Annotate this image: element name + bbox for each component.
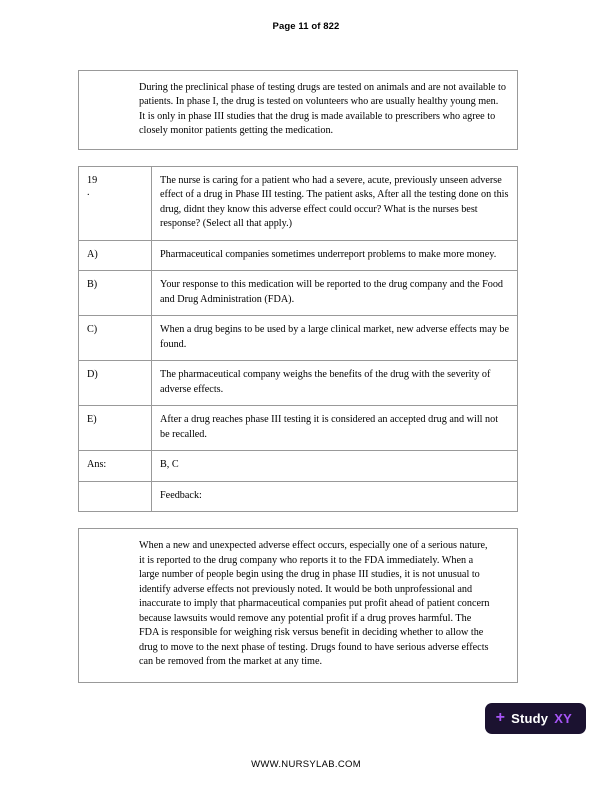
table-spacer-cell xyxy=(79,512,518,529)
option-row[interactable] xyxy=(79,271,518,316)
intro-row xyxy=(79,71,518,150)
option-letter: D) xyxy=(79,361,152,406)
question-table xyxy=(78,166,518,683)
option-row[interactable] xyxy=(79,316,518,361)
intro-text: During the preclinical phase of testing drugs are tested on animals and are not available to patients. In phase I, the drug is tested on volunteers who are usually healthy young men. It is only in phase III studies that the drug is made available to prescribers who agree to closely monitor patients getting the medication. xyxy=(79,71,518,150)
feedback-spacer xyxy=(79,481,152,511)
option-row[interactable] xyxy=(79,240,518,270)
feedback-body-row xyxy=(79,529,518,682)
option-text: Pharmaceutical companies sometimes underreport problems to make more money. xyxy=(152,240,518,270)
answer-row xyxy=(79,451,518,481)
studyxy-watermark-badge[interactable] xyxy=(485,703,586,734)
option-letter: A) xyxy=(79,240,152,270)
option-letter: C) xyxy=(79,316,152,361)
option-text: When a drug begins to be used by a large clinical market, new adverse effects may be found. xyxy=(152,316,518,361)
question-number-dot: . xyxy=(87,187,90,199)
table-spacer xyxy=(79,512,518,529)
question-stem: The nurse is caring for a patient who had a severe, acute, previously unseen adverse effect of a drug in Phase III testing. The patient asks, After all the testing done on this drug, didnt they know this adverse effect could occur? What is the nurses best response? (Select all that apply.) xyxy=(152,166,518,240)
question-number: 19 xyxy=(87,174,98,186)
question-stem-row xyxy=(79,166,518,240)
badge-brand-xy: XY xyxy=(554,710,572,726)
page-footer: WWW.NURSYLAB.COM xyxy=(251,759,361,770)
feedback-label-row xyxy=(79,481,518,511)
question-number-cell xyxy=(79,166,152,240)
page-number-header: Page 11 of 822 xyxy=(272,21,340,32)
badge-brand-study: Study xyxy=(511,710,549,726)
option-text: The pharmaceutical company weighs the benefits of the drug with the severity of adverse effects. xyxy=(152,361,518,406)
option-letter: E) xyxy=(79,406,152,451)
option-text: After a drug reaches phase III testing it is considered an accepted drug and will not be recalled. xyxy=(152,406,518,451)
option-row[interactable] xyxy=(79,406,518,451)
option-text: Your response to this medication will be reported to the drug company and the Food and Drug Administration (FDA). xyxy=(152,271,518,316)
answer-label: Ans: xyxy=(79,451,152,481)
feedback-text: When a new and unexpected adverse effect occurs, especially one of a serious nature, it is reported to the drug company who reports it to the FDA immediately. When a large number of people begin using the drug in phase III studies, it is not unusual to identify adverse effects not previously noted. It would be both unprofessional and inaccurate to imply that pharmaceutical companies put profit ahead of patient concern because lawsuits would remove any potential profit if a drug proves harmful. The FDA is responsible for weighing risk versus benefit in deciding whether to allow the drug to move to the next phase of testing. Drugs found to have serious adverse effects can be removed from the market at any time. xyxy=(79,529,518,682)
intro-table xyxy=(78,70,518,150)
feedback-label: Feedback: xyxy=(152,481,518,511)
plus-icon: + xyxy=(495,709,506,726)
option-row[interactable] xyxy=(79,361,518,406)
answer-value: B, C xyxy=(152,451,518,481)
option-letter: B) xyxy=(79,271,152,316)
question-content xyxy=(78,70,518,683)
